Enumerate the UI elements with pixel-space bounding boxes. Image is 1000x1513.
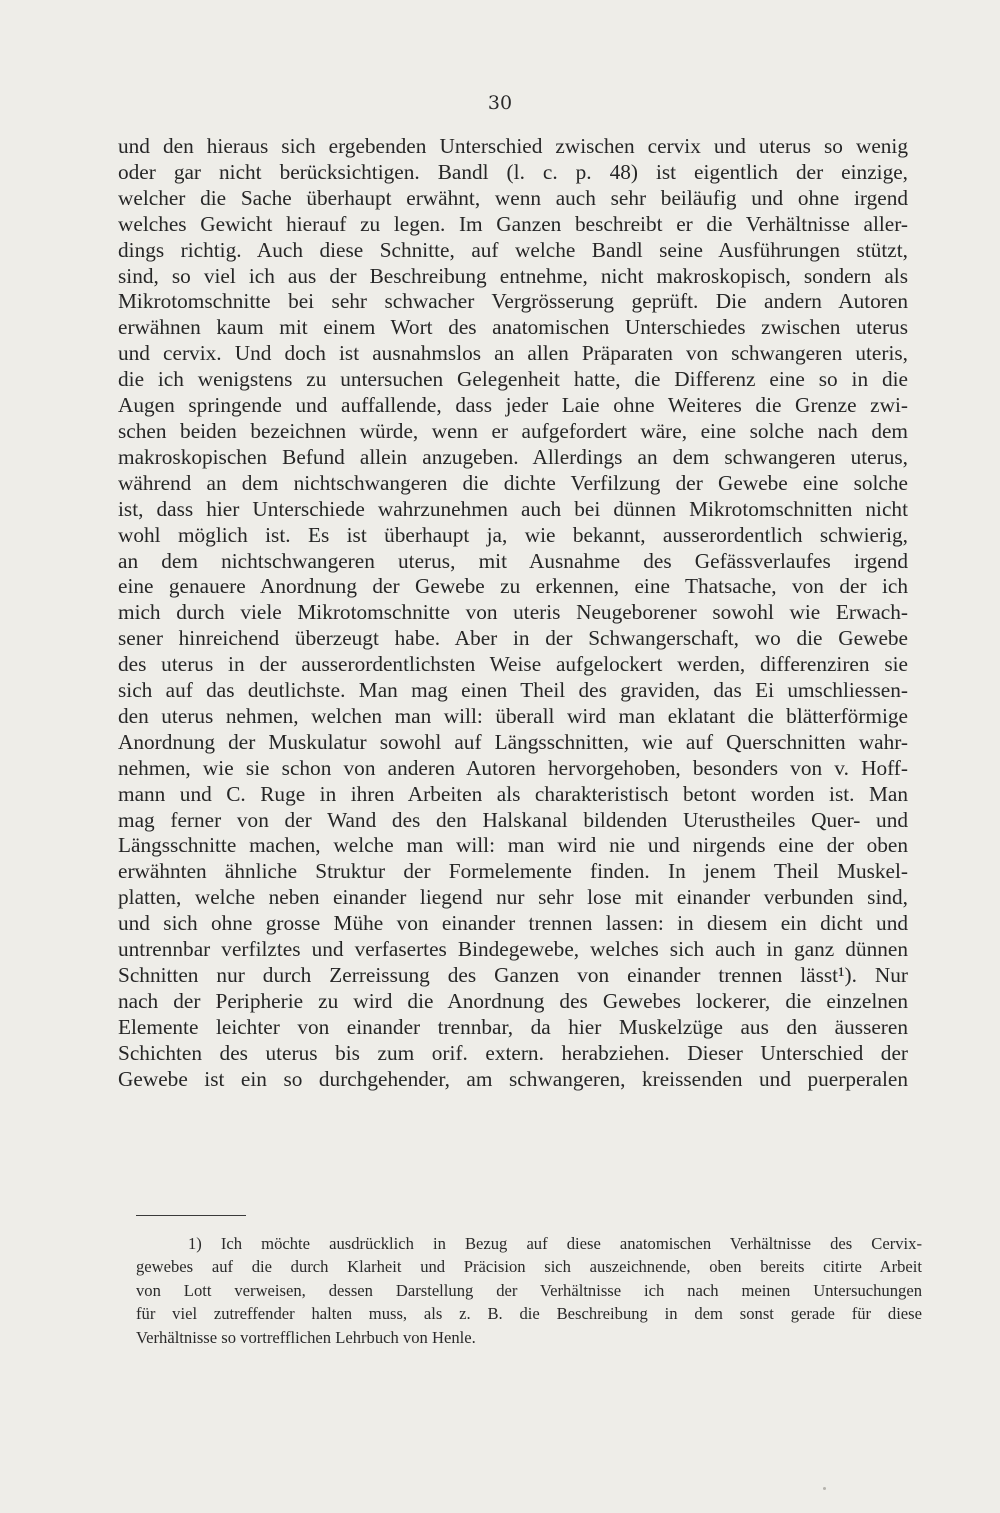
text-line: des uterus in der ausserordentlichsten Weise aufgelockert werden, differenziren sie bbox=[118, 652, 908, 677]
text-line: nach der Peripherie zu wird die Anordnung des Gewebes lockerer, die einzelnen bbox=[118, 988, 908, 1013]
text-line: mag ferner von der Wand des den Halskanal bildenden Uterustheiles Quer- und bbox=[118, 807, 908, 832]
text-line: und den hieraus sich ergebenden Unterschied zwischen cervix und uterus so wenig bbox=[118, 134, 908, 158]
body-text bbox=[118, 134, 908, 1093]
text-line: makroskopischen Befund allein anzugeben. Allerdings an dem schwangeren uterus, bbox=[118, 444, 908, 469]
text-line: sener hinreichend überzeugt habe. Aber in der Schwangerschaft, wo die Gewebe bbox=[118, 626, 908, 651]
text-line: welches Gewicht hierauf zu legen. Im Ganzen beschreibt er die Verhältnisse aller- bbox=[118, 211, 908, 236]
text-line: oder gar nicht berücksichtigen. Bandl (l. c. p. 48) ist eigentlich der einzige, bbox=[118, 159, 908, 184]
text-line: ist, dass hier Unterschiede wahrzunehmen auch bei dünnen Mikrotomschnitten nicht bbox=[118, 496, 908, 521]
text-line: nehmen, wie sie schon von anderen Autoren hervorgehoben, besonders von v. Hoff- bbox=[118, 755, 908, 780]
text-line: platten, welche neben einander liegend nur sehr lose mit einander verbunden sind, bbox=[118, 885, 908, 910]
paper-speck bbox=[823, 1487, 826, 1490]
text-line: Schichten des uterus bis zum orif. extern. herabziehen. Dieser Unterschied der bbox=[118, 1040, 908, 1065]
text-line: Gewebe ist ein so durchgehender, am schwangeren, kreissenden und puerperalen bbox=[118, 1066, 908, 1091]
text-line: sich auf das deutlichste. Man mag einen Theil des graviden, das Ei umschliessen- bbox=[118, 678, 908, 703]
text-line: erwähnten ähnliche Struktur der Formelemente finden. In jenem Theil Muskel- bbox=[118, 859, 908, 884]
page-number: 30 bbox=[487, 92, 513, 114]
text-line: Längsschnitte machen, welche man will: man wird nie und nirgends eine der oben bbox=[118, 833, 908, 858]
text-line: und sich ohne grosse Mühe von einander trennen lassen: in diesem ein dicht und bbox=[118, 911, 908, 936]
footnote-divider bbox=[136, 1215, 246, 1216]
text-line: mich durch viele Mikrotomschnitte von uteris Neugeborener sowohl wie Erwach- bbox=[118, 600, 908, 625]
text-line: während an dem nichtschwangeren die dichte Verfilzung der Gewebe eine solche bbox=[118, 470, 908, 495]
text-line: untrennbar verfilztes und verfasertes Bindegewebe, welches sich auch in ganz dünnen bbox=[118, 937, 908, 962]
footnote-line: 1) Ich möchte ausdrücklich in Bezug auf diese anatomischen Verhältnisse des Cervix- bbox=[188, 1234, 922, 1253]
text-line: welcher die Sache überhaupt erwähnt, wenn auch sehr beiläufig und ohne irgend bbox=[118, 185, 908, 210]
text-line: Mikrotomschnitte bei sehr schwacher Vergrösserung geprüft. Die andern Autoren bbox=[118, 289, 908, 314]
footnote-line: für viel zutreffender halten muss, als z. B. die Beschreibung in dem sonst gerade für diese bbox=[136, 1304, 922, 1324]
text-line: mann und C. Ruge in ihren Arbeiten als charakteristisch betont worden ist. Man bbox=[118, 781, 908, 806]
text-line: den uterus nehmen, welchen man will: überall wird man eklatant die blätterförmige bbox=[118, 703, 908, 728]
footnote-line: Verhältnisse so vortrefflichen Lehrbuch von Henle. bbox=[136, 1327, 476, 1347]
text-line: eine genauere Anordnung der Gewebe zu erkennen, eine Thatsache, von der ich bbox=[118, 574, 908, 599]
text-line: sind, so viel ich aus der Beschreibung entnehme, nicht makroskopisch, sondern als bbox=[118, 263, 908, 288]
text-line: Augen springende und auffallende, dass jeder Laie ohne Weiteres die Grenze zwi- bbox=[118, 393, 908, 418]
text-line: Anordnung der Muskulatur sowohl auf Längsschnitten, wie auf Querschnitten wahr- bbox=[118, 729, 908, 754]
footnote-line: gewebes auf die durch Klarheit und Präcision sich auszeichnende, oben bereits citirte Arbeit bbox=[136, 1257, 922, 1277]
text-line: Elemente leichter von einander trennbar, da hier Muskelzüge aus den äusseren bbox=[118, 1014, 908, 1039]
text-line: schen beiden bezeichnen würde, wenn er aufgefordert wäre, eine solche nach dem bbox=[118, 418, 908, 443]
text-line: Schnitten nur durch Zerreissung des Ganzen von einander trennen lässt¹). Nur bbox=[118, 963, 908, 987]
text-line: erwähnen kaum mit einem Wort des anatomischen Unterschiedes zwischen uterus bbox=[118, 315, 908, 340]
text-line: die ich wenigstens zu untersuchen Gelegenheit hatte, die Differenz eine so in die bbox=[118, 367, 908, 392]
text-line: an dem nichtschwangeren uterus, mit Ausnahme des Gefässverlaufes irgend bbox=[118, 548, 908, 573]
text-line: und cervix. Und doch ist ausnahmslos an allen Präparaten von schwangeren uteris, bbox=[118, 341, 908, 366]
footnote-line: von Lott verweisen, dessen Darstellung der Verhältnisse ich nach meinen Untersuchungen bbox=[136, 1280, 922, 1300]
text-line: wohl möglich ist. Es ist überhaupt ja, wie bekannt, ausserordentlich schwierig, bbox=[118, 522, 908, 547]
footnote bbox=[136, 1232, 922, 1349]
text-line: dings richtig. Auch diese Schnitte, auf welche Bandl seine Ausführungen stützt, bbox=[118, 237, 908, 262]
